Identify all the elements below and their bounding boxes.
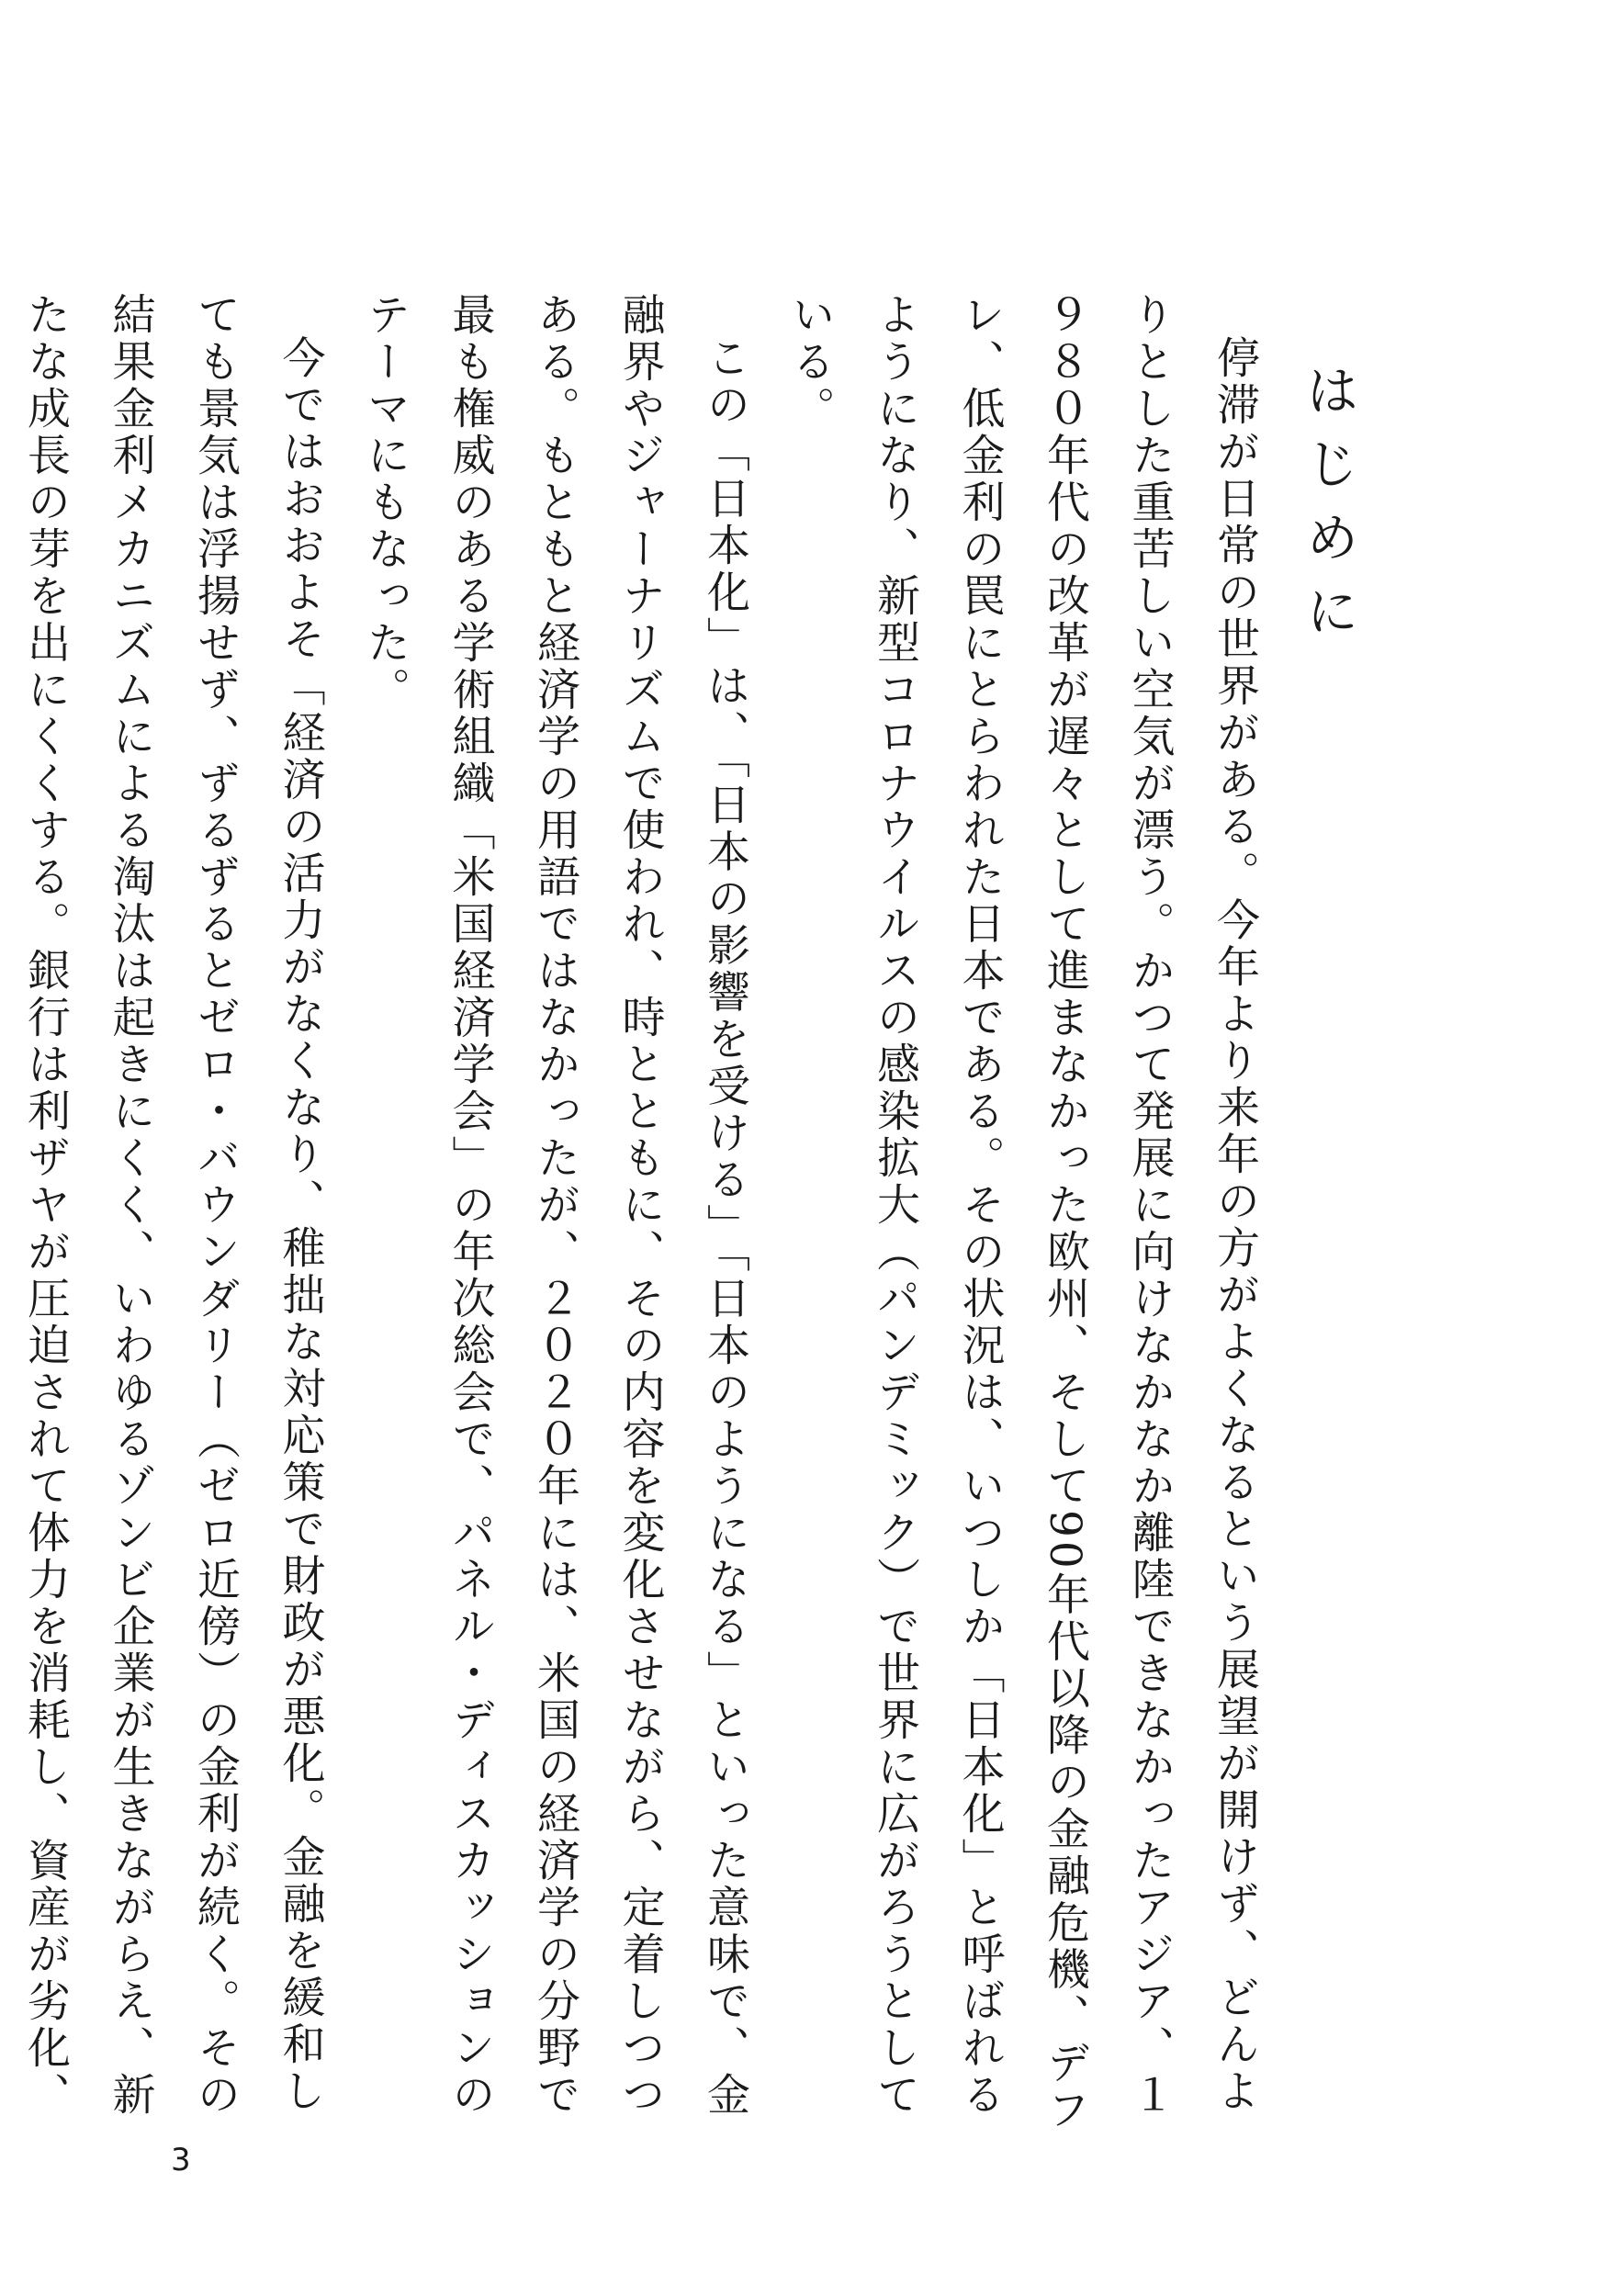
chapter-title: はじめに [1297, 363, 1359, 657]
page-number: 3 [171, 2142, 191, 2178]
body-text [20, 292, 1277, 2138]
paragraph-1: 停滞が日常の世界がある。今年より来年の方がよくなるという展望が開けず、どんよりとした重苦しい空気が漂う。かつて発展に向けなかなか離陸できなかったアジア、１９８０年代の改革が遅々として進まなかった欧州、そして90年代以降の金融危機、デフレ、低金利の罠にとらわれた日本である。その状況は、いつしか「日本化」と呼ばれるようになり、新型コロナウイルスの感染拡大（パンデミック）で世界に広がろうとしている。 [784, 292, 1260, 2134]
paragraph-2: この「日本化」は、「日本の影響を受ける」「日本のようになる」といった意味で、金融界やジャーナリズムで使われ、時とともに、その内容を変化させながら、定着しつつある。もともと経済学の用語ではなかったが、２０２０年には、米国の経済学の分野で最も権威のある学術組織「米国経済学会」の年次総会で、パネル・ディスカッションのテーマにもなった。 [360, 292, 750, 2119]
paragraph-3: 今ではおおよそ「経済の活力がなくなり、稚拙な対応策で財政が悪化。金融を緩和しても景気は浮揚せず、ずるずるとゼロ・バウンダリー（ゼロ近傍）の金利が続く。その結果金利メカニズムによる淘汰は起きにくく、いわゆるゾンビ企業が生きながらえ、新たな成長の芽を出にくくする。銀行は利ザヤが圧迫されて体力を消耗し、資産が劣化、 [20, 292, 326, 2119]
